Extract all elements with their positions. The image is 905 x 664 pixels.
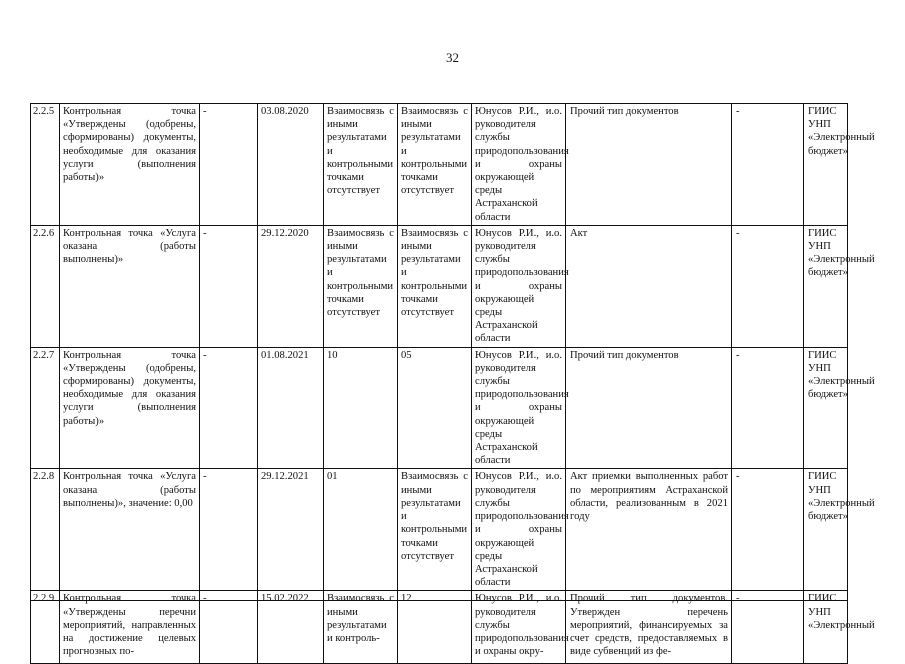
cell-date: 29.12.2020 [258, 225, 324, 347]
document-table-wrapper [30, 103, 875, 658]
cell-date: 03.08.2020 [258, 104, 324, 226]
cell-col6: 05 [398, 347, 472, 469]
table-row [31, 347, 848, 469]
table-row [31, 591, 848, 664]
cell-document-type: Акт [566, 225, 732, 347]
control-point-name: Контрольная точка «Утверждены (одобрены, сформированы) документы, необходимые для оказания услуги (выполнения работы)» [60, 104, 200, 226]
cell-col5: Взаимосвязь с иными результатами и контрольными точками отсутствует [324, 225, 398, 347]
cell-col6: Взаимосвязь с иными результатами и контрольными точками отсутствует [398, 225, 472, 347]
row-number: 2.2.6 [31, 225, 60, 347]
cell-date: 15.02.2022 [258, 591, 324, 664]
cell-date: 29.12.2021 [258, 469, 324, 591]
cell-col6: Взаимосвязь с иными результатами и контрольными точками отсутствует [398, 469, 472, 591]
cell-responsible: Юнусов Р.И., и.о. руководителя службы природопользования и охраны окружающей среды Астраханской области [472, 469, 566, 591]
cell-date: 01.08.2021 [258, 347, 324, 469]
row-number: 2.2.7 [31, 347, 60, 469]
cell-responsible: Юнусов Р.И., и.о. руководителя службы природопользования и охраны окружающей среды Астраханской области [472, 347, 566, 469]
cell-info-system: ГИИС УНП «Электронный бюджет» [804, 469, 848, 591]
row-number: 2.2.5 [31, 104, 60, 226]
cell-col9: - [732, 347, 804, 469]
cell-col9: - [732, 591, 804, 664]
row-number: 2.2.9 [31, 591, 60, 664]
cell-responsible: Юнусов Р.И., и.о. руководителя службы природопользования и охраны окружающей среды Астраханской области [472, 225, 566, 347]
control-point-name: Контрольная точка «Услуга оказана (работы выполнены)», значение: 0,00 [60, 469, 200, 591]
control-point-name: Контрольная точка «Услуга оказана (работы выполнены)» [60, 225, 200, 347]
cell-info-system: ГИИС УНП «Электронный [804, 591, 848, 664]
cell-col6: Взаимосвязь с иными результатами и контрольными точками отсутствует [398, 104, 472, 226]
cell-info-system: ГИИС УНП «Электронный бюджет» [804, 347, 848, 469]
cell-info-system: ГИИС УНП «Электронный бюджет» [804, 104, 848, 226]
cell-document-type: Прочий тип документов. Утвержден перечень мероприятий, финансируемых за счет средств, предоставляемых в виде субвенций из фе- [566, 591, 732, 664]
cell-col5: 10 [324, 347, 398, 469]
table-row [31, 469, 848, 591]
cell-col9: - [732, 104, 804, 226]
cell-col3: - [200, 347, 258, 469]
cell-col3: - [200, 469, 258, 591]
cell-responsible: Юнусов Р.И., и.о. руководителя службы природопользования и охраны окру- [472, 591, 566, 664]
cell-responsible: Юнусов Р.И., и.о. руководителя службы природопользования и охраны окружающей среды Астраханской области [472, 104, 566, 226]
cell-col5: Взаимосвязь с иными результатами и контрольными точками отсутствует [324, 104, 398, 226]
cell-col3: - [200, 104, 258, 226]
cell-info-system: ГИИС УНП «Электронный бюджет» [804, 225, 848, 347]
row-number: 2.2.8 [31, 469, 60, 591]
cell-col5: Взаимосвязь с иными результатами и контроль- [324, 591, 398, 664]
cell-document-type: Прочий тип документов [566, 347, 732, 469]
cell-col3: - [200, 225, 258, 347]
table-row [31, 104, 848, 226]
cell-document-type: Прочий тип документов [566, 104, 732, 226]
cell-col9: - [732, 225, 804, 347]
cell-col5: 01 [324, 469, 398, 591]
control-point-name: Контрольная точка «Утверждены перечни мероприятий, направленных на достижение целевых прогнозных по- [60, 591, 200, 664]
cell-col9: - [732, 469, 804, 591]
control-point-name: Контрольная точка «Утверждены (одобрены, сформированы) документы, необходимые для оказания услуги (выполнения работы)» [60, 347, 200, 469]
document-table [30, 103, 875, 664]
cell-col3: - [200, 591, 258, 664]
page-number: 32 [446, 50, 459, 65]
table-row [31, 225, 848, 347]
cell-col6: 12 [398, 591, 472, 664]
cell-document-type: Акт приемки выполненных работ по мероприятиям Астраханской области, реализованным в 2021 году [566, 469, 732, 591]
